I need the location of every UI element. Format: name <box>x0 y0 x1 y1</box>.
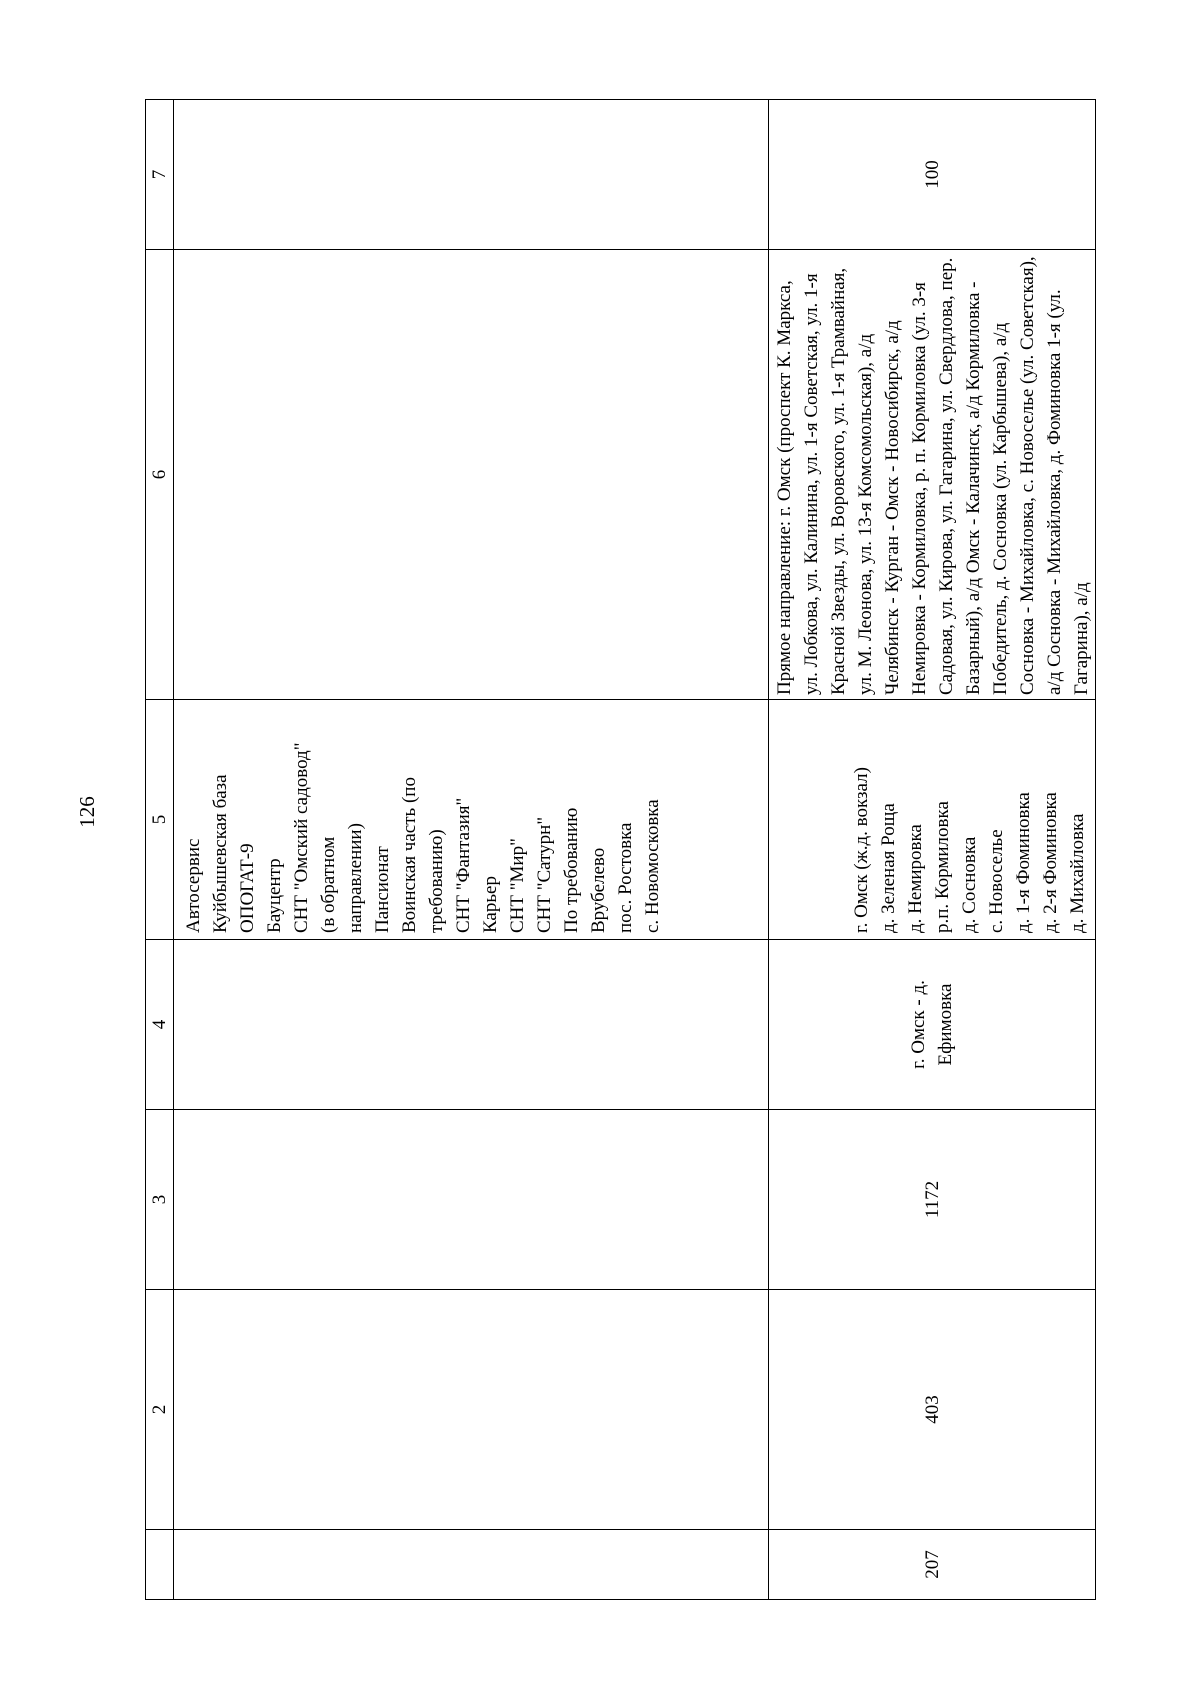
route-table-sheet <box>145 100 1092 1600</box>
stop-line: д. 2-я Фоминовка <box>1040 792 1061 933</box>
route-number: 207 <box>769 1530 1096 1600</box>
cont-cell-4 <box>174 940 769 1110</box>
stop-line: д. Немировка <box>905 824 926 933</box>
stop-line: требованию) <box>426 829 447 933</box>
column-number-7: 7 <box>146 100 174 250</box>
stop-line: г. Омск (ж.д. вокзал) <box>851 767 872 933</box>
stop-line: СНТ "Фантазия" <box>453 797 474 933</box>
stop-line: с. Новоселье <box>986 829 1007 933</box>
cont-cell-2 <box>174 1290 769 1530</box>
route-path-cell <box>769 250 1096 700</box>
cont-cell-3 <box>174 1110 769 1290</box>
stop-line: Бауцентр <box>264 858 285 933</box>
column-number-5: 5 <box>146 700 174 940</box>
route-col-7-value: 100 <box>769 100 1096 250</box>
stop-line: Врубелево <box>588 847 609 933</box>
column-number-3: 3 <box>146 1110 174 1290</box>
route-stops-cell <box>769 700 1096 940</box>
stop-line: ОПОГАТ-9 <box>237 843 258 933</box>
route-col-2-value: 403 <box>769 1290 1096 1530</box>
stop-line: д. Михайловка <box>1067 813 1088 933</box>
stop-line: (в обратном <box>318 836 339 933</box>
route-path-text: Прямое направление: г. Омск (проспект К. Маркса, ул. Лобкова, ул. Калинина, ул. 1-я Советская, ул. 1-я Красной Звезды, ул. Воровского, ул. 1-я Трамвайная, ул. М. Леонова, ул. 13-я Комсомольская), а/д Челябинск - Курган - Омск - Новосибирск, а/д Немировка - Кормиловка, р. п. Кормиловка (ул. 3-я Садовая, ул. Кирова, ул. Гагарина, ул. Свердлова, пер. Базарный), а/д Омск - Калачинск, а/д Кормиловка - Победитель, д. Сосновка (ул. Карбышева), а/д Сосновка - Михайловка, с. Новоселье (ул. Советская), а/д Сосновка - Михайловка, д. Фоминовка 1-я (ул. Гагарина), а/д <box>774 256 1092 695</box>
column-number-1 <box>146 1530 174 1600</box>
stop-line: Куйбышевская база <box>210 774 231 933</box>
stop-line: Пансионат <box>372 846 393 933</box>
stop-line: д. Сосновка <box>959 836 980 933</box>
stop-line: СНТ "Мир" <box>507 838 528 933</box>
stop-line: СНТ "Омский садовод" <box>291 742 312 933</box>
stop-line: д. Зеленая Роща <box>878 803 899 933</box>
cont-cell-number <box>174 1530 769 1600</box>
stop-line: с. Новомосковка <box>642 799 663 933</box>
stop-line: Карьер <box>480 876 501 933</box>
route-name: г. Омск - д. Ефимовка <box>769 940 1096 1110</box>
stop-line: пос. Ростовка <box>615 822 636 933</box>
stop-line: направлении) <box>345 823 366 933</box>
cont-cell-6 <box>174 250 769 700</box>
route-table <box>145 99 1096 1600</box>
column-number-2: 2 <box>146 1290 174 1530</box>
cont-stops-cell <box>174 700 769 940</box>
stop-line: р.п. Кормиловка <box>932 801 953 933</box>
stop-line: Автосервис <box>183 838 204 933</box>
column-number-row <box>146 100 174 1600</box>
column-number-6: 6 <box>146 250 174 700</box>
route-row <box>769 100 1096 1600</box>
stop-line: По требованию <box>561 807 582 933</box>
cont-cell-7 <box>174 100 769 250</box>
route-col-3-value: 1172 <box>769 1110 1096 1290</box>
column-number-4: 4 <box>146 940 174 1110</box>
stop-line: Воинская часть (по <box>399 777 420 933</box>
stop-line: д. 1-я Фоминовка <box>1013 792 1034 933</box>
page-number: 126 <box>75 796 99 828</box>
stop-line: СНТ "Сатурн" <box>534 816 555 933</box>
continuation-row <box>174 100 769 1600</box>
